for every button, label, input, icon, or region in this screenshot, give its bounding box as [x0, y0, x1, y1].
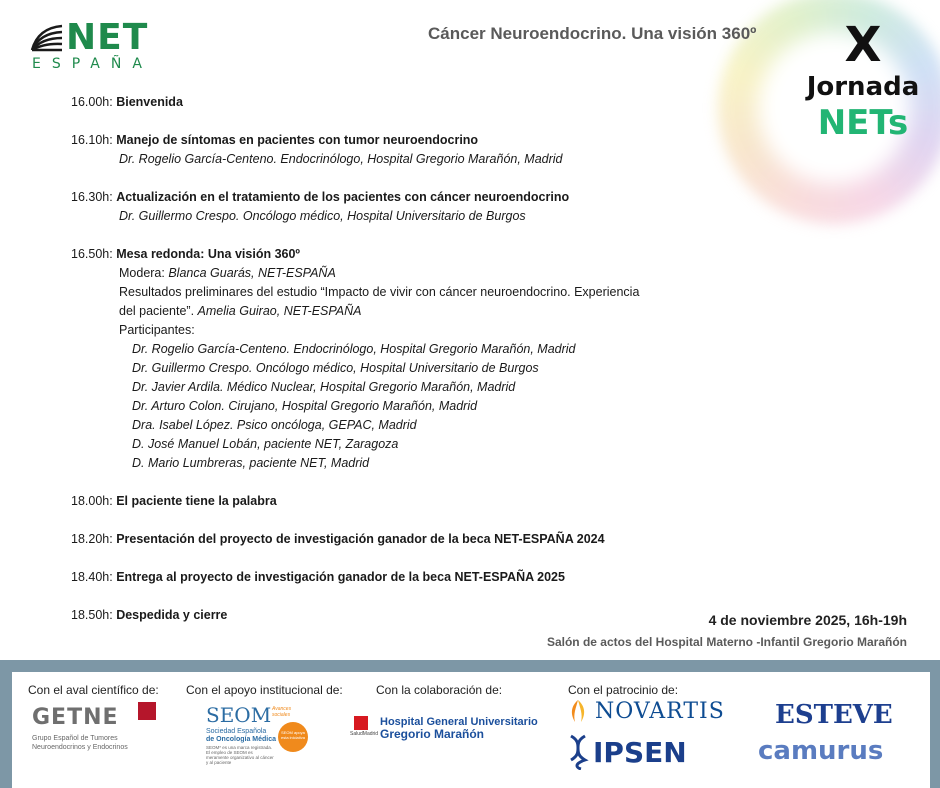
- getne-square-icon: [138, 702, 156, 720]
- novartis-name: NOVARTIS: [595, 698, 725, 724]
- participant: Dr. Rogelio García-Centeno. Endocrinólogo, Hospital Gregorio Marañón, Madrid: [132, 342, 576, 356]
- moderator-label: Modera:: [119, 266, 165, 280]
- logo-espana-text: ESPAÑA: [32, 56, 153, 72]
- item-title: Presentación del proyecto de investigación ganador de la beca NET-ESPAÑA 2024: [116, 532, 605, 546]
- item-speaker: Dr. Rogelio García-Centeno. Endocrinólogo, Hospital Gregorio Marañón, Madrid: [119, 152, 563, 166]
- seom-sub-1: Sociedad Española: [206, 728, 267, 735]
- results-text-1: Resultados preliminares del estudio “Impacto de vivir con cáncer neuroendocrino. Experiencia: [119, 285, 640, 299]
- item-time: 16.50h:: [71, 247, 113, 261]
- program-list: [71, 93, 711, 644]
- event-title: Cáncer Neuroendocrino. Una visión 360º: [428, 24, 757, 43]
- results-author: Amelia Guirao, NET-ESPAÑA: [197, 304, 362, 318]
- stripes-icon: [30, 24, 64, 52]
- seom-tag: Avances sociales: [272, 706, 292, 718]
- results-text-2: del paciente”.: [119, 304, 195, 318]
- item-time: 18.00h:: [71, 494, 113, 508]
- participant: Dr. Javier Ardila. Médico Nuclear, Hospital Gregorio Marañón, Madrid: [132, 380, 516, 394]
- program-item-roundtable: [71, 245, 711, 473]
- participants-label: Participantes:: [119, 323, 195, 337]
- item-title: Mesa redonda: Una visión 360º: [116, 247, 300, 261]
- hospital-line-1: Hospital General Universitario: [380, 716, 538, 728]
- label-patrocinio: Con el patrocinio de:: [568, 683, 679, 697]
- seom-small-print: SEOM* es una marca registrada. El empleo de SEOM es meramente organizativo al cáncer y al paciente: [206, 745, 274, 765]
- logo-net-text: NET: [66, 17, 149, 58]
- participant: Dr. Arturo Colon. Cirujano, Hospital Gregorio Marañón, Madrid: [132, 399, 478, 413]
- item-time: 18.40h:: [71, 570, 113, 584]
- ipsen-logo: [567, 734, 687, 770]
- item-speaker: Dr. Guillermo Crespo. Oncólogo médico, Hospital Universitario de Burgos: [119, 209, 526, 223]
- salud-madrid-icon: [350, 716, 379, 738]
- label-apoyo: Con el apoyo institucional de:: [186, 683, 343, 697]
- item-time: 18.20h:: [71, 532, 113, 546]
- seom-badge-icon: SEOM apoya esta iniciativa: [278, 722, 308, 752]
- item-title: El paciente tiene la palabra: [116, 494, 277, 508]
- participant: D. Mario Lumbreras, paciente NET, Madrid: [132, 456, 370, 470]
- program-item: [71, 93, 711, 112]
- item-title: Actualización en el tratamiento de los pacientes con cáncer neuroendocrino: [116, 190, 570, 204]
- jornada-badge: [800, 18, 926, 144]
- moderator-name: Blanca Guarás, NET-ESPAÑA: [168, 266, 336, 280]
- seom-sub-2: de Oncología Médica: [206, 736, 277, 743]
- novartis-flame-icon: [567, 698, 589, 724]
- getne-sub-1: Grupo Español de Tumores: [32, 735, 118, 742]
- item-title: Bienvenida: [116, 95, 183, 109]
- hospital-logo: [350, 716, 538, 741]
- camurus-logo: camurus: [758, 736, 884, 766]
- ipsen-helix-icon: [567, 734, 589, 770]
- item-title: Despedida y cierre: [116, 608, 228, 622]
- edition-number: X: [844, 17, 882, 73]
- program-item: [71, 606, 711, 625]
- program-item: [71, 530, 711, 549]
- program-item: [71, 492, 711, 511]
- participant: Dra. Isabel López. Psico oncóloga, GEPAC, Madrid: [132, 418, 417, 432]
- ipsen-name: IPSEN: [593, 735, 687, 769]
- item-time: 18.50h:: [71, 608, 113, 622]
- esteve-logo: ESTEVE: [775, 700, 893, 730]
- label-colaboracion: Con la colaboración de:: [376, 683, 503, 697]
- getne-sub-2: Neuroendocrinos y Endocrinos: [32, 744, 128, 751]
- seom-logo: [206, 703, 305, 765]
- hospital-line-2: Gregorio Marañón: [380, 727, 485, 741]
- participant: D. José Manuel Lobán, paciente NET, Zaragoza: [132, 437, 399, 451]
- program-item: [71, 131, 711, 169]
- item-title: Manejo de síntomas en pacientes con tumor neuroendocrino: [116, 133, 479, 147]
- item-title: Entrega al proyecto de investigación ganador de la beca NET-ESPAÑA 2025: [116, 570, 565, 584]
- item-time: 16.10h:: [71, 133, 113, 147]
- seom-name: SEOM: [206, 703, 272, 727]
- event-date: 4 de noviembre 2025, 16h-19h: [708, 612, 907, 628]
- program-item: [71, 188, 711, 226]
- label-aval: Con el aval científico de:: [28, 683, 159, 697]
- net-espana-logo: [30, 17, 153, 72]
- getne-logo: [32, 706, 128, 752]
- item-time: 16.30h:: [71, 190, 113, 204]
- getne-name: GETNE: [32, 705, 119, 730]
- event-venue: Salón de actos del Hospital Materno -Infantil Gregorio Marañón: [546, 635, 907, 649]
- novartis-logo: [567, 698, 725, 724]
- salud-madrid-text: SaludMadrid: [350, 731, 379, 737]
- program-item: [71, 568, 711, 587]
- participant: Dr. Guillermo Crespo. Oncólogo médico, Hospital Universitario de Burgos: [132, 361, 539, 375]
- edition-word: Jornada: [806, 72, 920, 102]
- item-time: 16.00h:: [71, 95, 113, 109]
- edition-brand: NETs: [817, 103, 909, 143]
